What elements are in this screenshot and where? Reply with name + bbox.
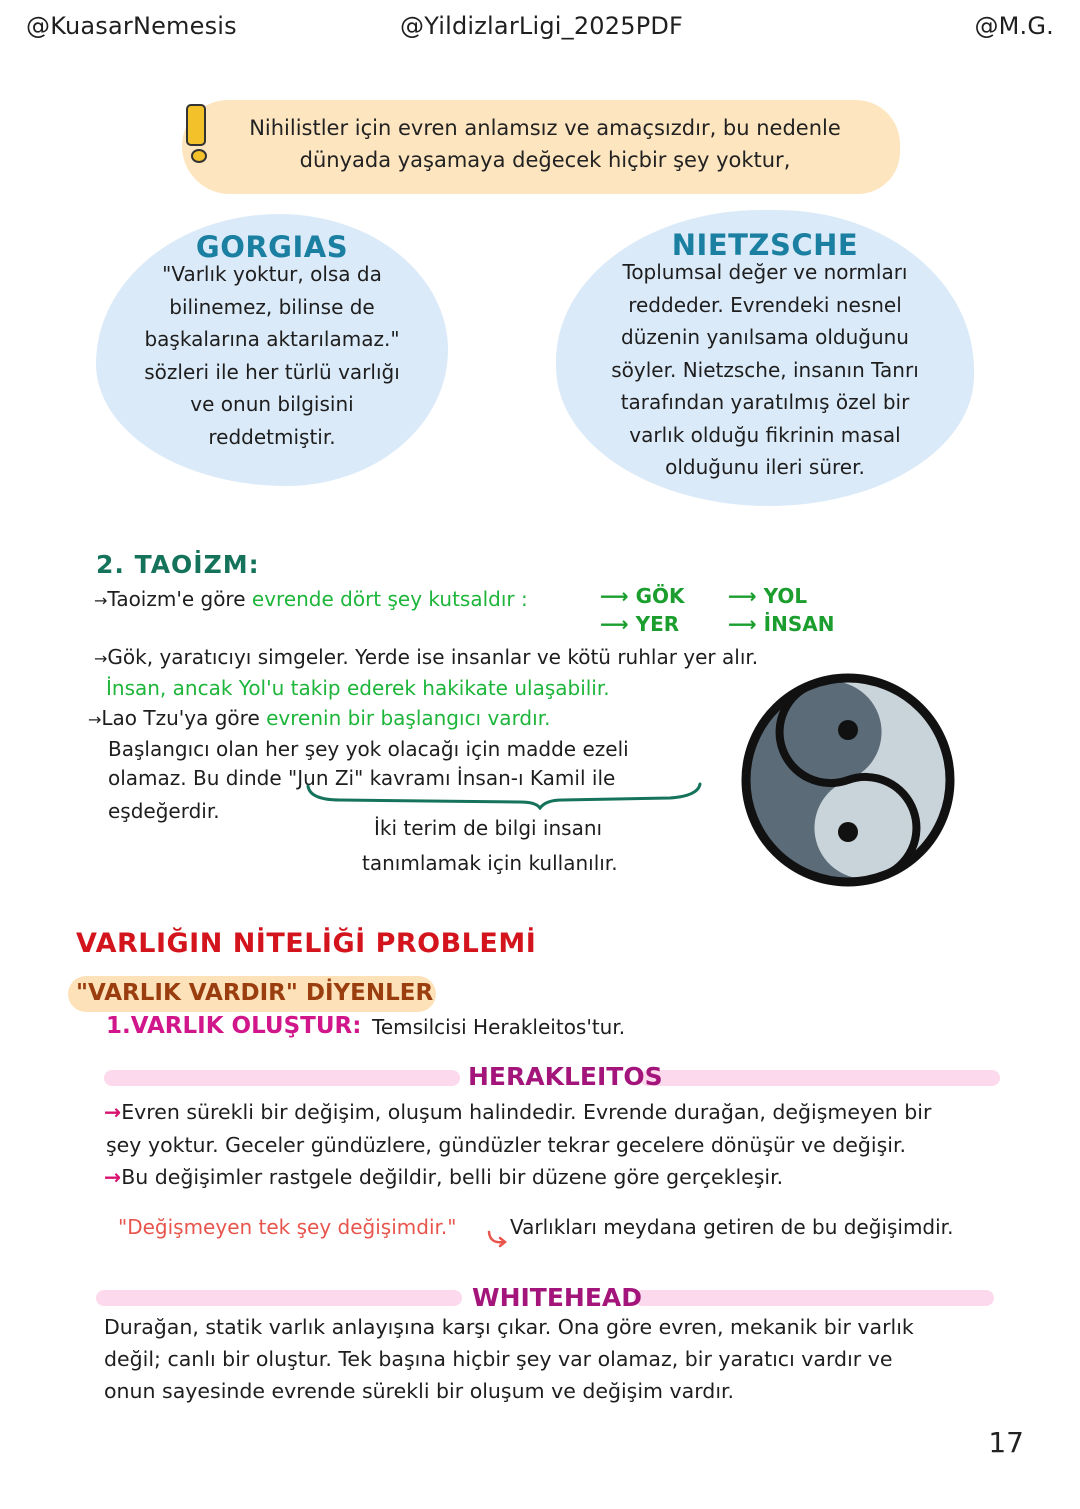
whitehead-title: WHITEHEAD xyxy=(472,1283,643,1312)
header-center-handle: @YildizlarLigi_2025PDF xyxy=(400,12,684,40)
herakleitos-band-right xyxy=(640,1070,1000,1086)
exclamation-dot-icon xyxy=(191,149,207,163)
sacred-item-yol: ⟶ YOL xyxy=(728,584,808,608)
long-arrow-icon: ⟶ xyxy=(600,584,629,608)
taoism-note-line-2: tanımlamak için kullanılır. xyxy=(362,851,618,875)
herakleitos-band-left xyxy=(104,1070,460,1086)
sacred-item-gok: ⟶ GÖK xyxy=(600,584,685,608)
long-arrow-icon: ⟶ xyxy=(600,612,629,636)
being-exists-heading: "VARLIK VARDIR" DİYENLER xyxy=(76,980,434,1006)
arrow-bullet-icon: → xyxy=(88,710,102,729)
whitehead-line-1: Durağan, statik varlık anlayışına karşı çıkar. Ona göre evren, mekanik bir varlık xyxy=(104,1315,914,1339)
whitehead-band-left xyxy=(96,1290,462,1306)
taoism-line-5: Başlangıcı olan her şey yok olacağı için madde ezeli xyxy=(108,737,629,761)
herakleitos-quote: "Değişmeyen tek şey değişimdir." xyxy=(118,1215,457,1239)
nietzsche-content xyxy=(556,228,974,484)
taoism-title: 2. TAOİZM: xyxy=(96,550,260,579)
curved-arrow-icon xyxy=(486,1228,510,1250)
long-arrow-icon: ⟶ xyxy=(728,612,757,636)
page-number: 17 xyxy=(988,1426,1024,1459)
herakleitos-quote-note: Varlıkları meydana getiren de bu değişimdir. xyxy=(510,1215,954,1239)
taoism-line-6: olamaz. Bu dinde "Jun Zi" kavramı İnsan-ı Kamil ile xyxy=(108,766,616,790)
taoism-line-4: →Lao Tzu'ya göre evrenin bir başlangıcı vardır. xyxy=(88,706,551,730)
sacred-item-insan: ⟶ İNSAN xyxy=(728,612,835,636)
gorgias-body: "Varlık yoktur, olsa da bilinemez, bilinse de başkalarına aktarılamaz." sözleri ile her türlü varlığı ve onun bilgisini reddetmiştir. xyxy=(144,262,400,449)
being-is-becoming-heading: 1.VARLIK OLUŞTUR: xyxy=(106,1013,362,1039)
arrow-bullet-icon: → xyxy=(104,1100,122,1124)
whitehead-band-right xyxy=(634,1290,994,1306)
arrow-bullet-icon: → xyxy=(94,649,108,668)
taoism-line-1: →Taoizm'e göre evrende dört şey kutsaldır : xyxy=(94,587,528,611)
whitehead-line-3: onun sayesinde evrende sürekli bir oluşum ve değişim vardır. xyxy=(104,1379,735,1403)
long-arrow-icon: ⟶ xyxy=(728,584,757,608)
callout-text: Nihilistler için evren anlamsız ve amaçsızdır, bu nedenle dünyada yaşamaya değecek hiçbir şey yoktur, xyxy=(249,116,841,172)
gorgias-title: GORGIAS xyxy=(195,230,349,264)
taoism-note-line-1: İki terim de bilgi insanı xyxy=(374,816,603,840)
taoism-line-2: →Gök, yaratıcıyı simgeler. Yerde ise insanlar ve kötü ruhlar yer alır. xyxy=(94,645,759,669)
herakleitos-line-2: şey yoktur. Geceler gündüzlere, gündüzler tekrar gecelere dönüşür ve değişir. xyxy=(106,1133,907,1157)
exclamation-icon xyxy=(186,104,206,146)
curly-brace-underline-icon xyxy=(300,780,710,810)
sacred-item-yer: ⟶ YER xyxy=(600,612,680,636)
herakleitos-line-3: →Bu değişimler rastgele değildir, belli bir düzene göre gerçekleşir. xyxy=(104,1165,784,1189)
arrow-bullet-icon: → xyxy=(104,1165,122,1189)
whitehead-line-2: değil; canlı bir oluştur. Tek başına hiçbir şey var olamaz, bir yaratıcı vardır ve xyxy=(104,1347,893,1371)
herakleitos-line-1: →Evren sürekli bir değişim, oluşum halindedir. Evrende durağan, değişmeyen bir xyxy=(104,1100,932,1124)
arrow-bullet-icon: → xyxy=(94,591,108,610)
nature-of-being-title: VARLIĞIN NİTELİĞİ PROBLEMİ xyxy=(76,928,537,959)
gorgias-content xyxy=(96,230,448,453)
header-left-handle: @KuasarNemesis xyxy=(26,12,237,40)
herakleitos-title: HERAKLEITOS xyxy=(468,1062,663,1091)
nietzsche-title: NIETZSCHE xyxy=(671,228,859,262)
representative-text: Temsilcisi Herakleitos'tur. xyxy=(372,1015,626,1039)
taoism-line-7: eşdeğerdir. xyxy=(108,799,220,823)
yin-yang-icon xyxy=(740,672,956,888)
header-right-handle: @M.G. xyxy=(974,12,1054,40)
taoism-line-3: İnsan, ancak Yol'u takip ederek hakikate ulaşabilir. xyxy=(106,676,610,700)
nietzsche-body: Toplumsal değer ve normları reddeder. Evrendeki nesnel düzenin yanılsama olduğunu söyler. Nietzsche, insanın Tanrı tarafından yaratılmış özel bir varlık olduğu fikrinin masal olduğunu ileri sürer. xyxy=(611,260,919,479)
